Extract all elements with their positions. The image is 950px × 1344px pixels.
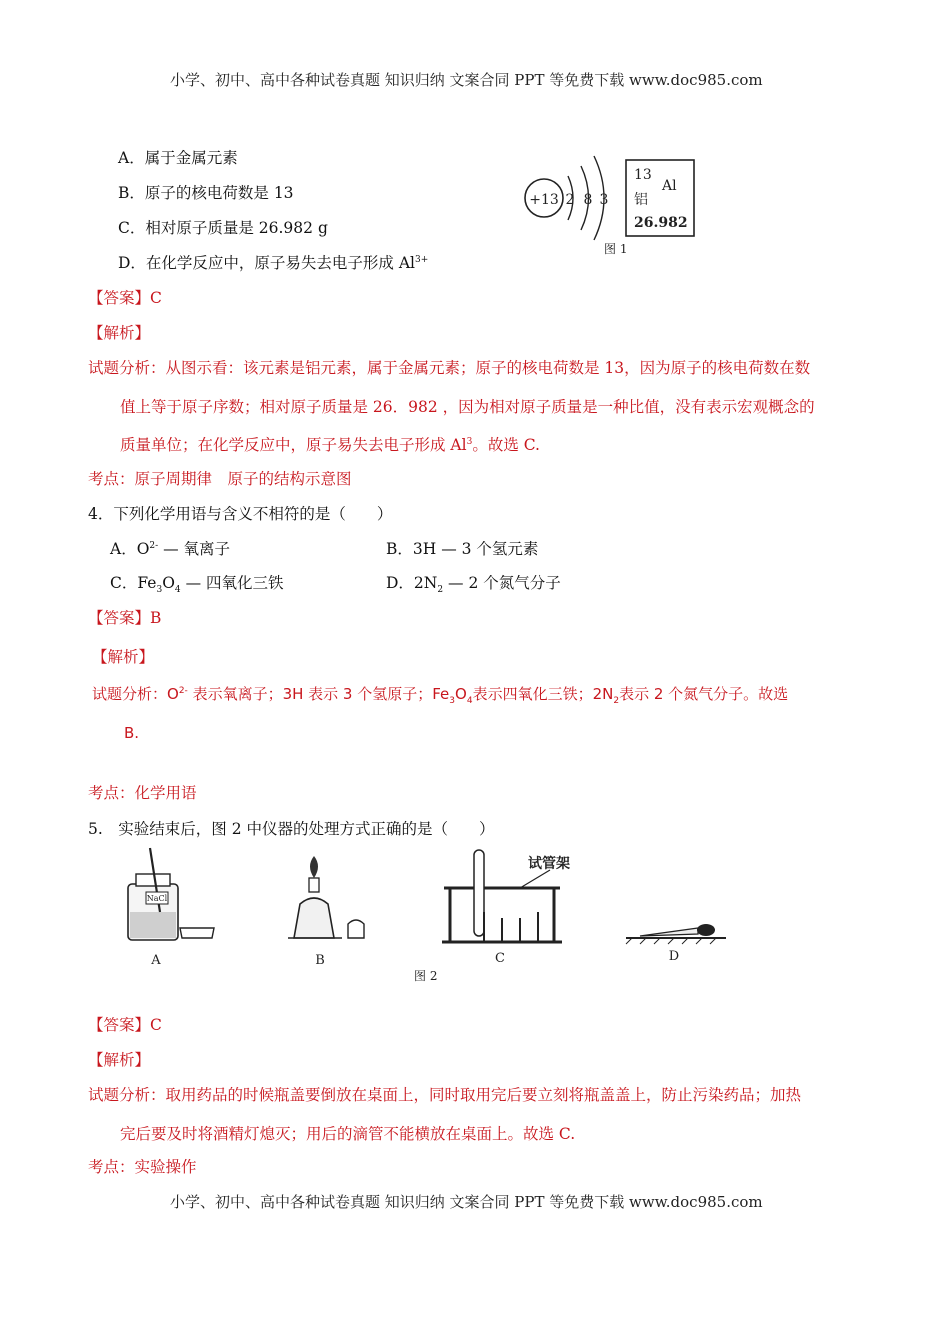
q4-option-c-sub2: 4 [174, 585, 181, 596]
q3-option-a: A．属于金属元素 [118, 149, 238, 167]
label-a: A [151, 953, 161, 968]
q3-option-d-charge: 3+ [415, 254, 429, 265]
q4-analysis-p1: 试题分析：O [92, 685, 179, 703]
label-d: D [668, 949, 680, 964]
lamp-body [294, 898, 334, 938]
q3-analysis-label: 【解析】 [88, 324, 151, 342]
label-b: B [315, 953, 325, 968]
lamp-cap [348, 920, 364, 938]
q4-kaodian: 考点：化学用语 [88, 784, 197, 802]
atomic-number: 13 [634, 167, 652, 183]
q3-analysis-line-2: 值上等于原子序数；相对原子质量是 26．982 ，因为相对原子质量是一种比值，没有表示宏观概念的 [120, 398, 815, 416]
q4-option-a-pre: A．O [110, 540, 150, 558]
q3-analysis-line-3-end: 。故选 C. [472, 436, 540, 454]
electron-shell-1-count: 2 [565, 192, 575, 208]
q4-analysis-p3: 表示四氧化三铁；2N [472, 685, 614, 703]
q4-analysis-p2: 表示氧离子；3H 表示 3 个氢原子；Fe [187, 685, 450, 703]
bottle-neck [136, 874, 170, 886]
q5-kaodian: 考点：实验操作 [88, 1158, 197, 1176]
q4-option-b: B．3H — 3 个氢元素 [386, 540, 539, 558]
q3-analysis-line-1: 试题分析：从图示看：该元素是铝元素，属于金属元素；原子的核电荷数是 13，因为原子的核电荷数在数 [88, 359, 811, 377]
q3-option-d [118, 251, 428, 273]
element-symbol: Al [662, 178, 677, 194]
lamp-flame [310, 856, 318, 878]
q4-option-a [110, 537, 230, 559]
q4-option-c-mid: O [162, 574, 175, 592]
q4-option-d [386, 571, 561, 595]
q4-option-d-post: — 2 个氮气分子 [443, 574, 561, 592]
q4-analysis-p2-mid: O [455, 685, 467, 703]
q4-analysis-line-2: B. [124, 724, 140, 742]
label-c: C [495, 951, 505, 966]
electron-shell-2-count: 8 [583, 192, 593, 208]
q3-analysis-line-3-sup: 3 [466, 436, 473, 447]
q5-analysis-line-1: 试题分析：取用药品的时候瓶盖要倒放在桌面上，同时取用完后要立刻将瓶盖盖上，防止污染药品；加热 [88, 1086, 802, 1104]
page-header: 小学、初中、高中各种试卷真题 知识归纳 文案合同 PPT 等免费下载 www.doc985.com [170, 71, 763, 89]
q4-option-a-post: — 氧离子 [158, 540, 231, 558]
q4-option-c-pre: C．Fe [110, 574, 157, 592]
figure-2-caption: 图 2 [414, 969, 438, 983]
q3-analysis-line-3-text: 质量单位；在化学反应中，原子易失去电子形成 Al [120, 436, 467, 454]
q3-option-c: C．相对原子质量是 26.982 g [118, 219, 328, 237]
q4-analysis-label: 【解析】 [92, 648, 155, 666]
dropper-tube [640, 928, 698, 936]
rack-label-leader [520, 870, 550, 888]
q3-analysis-line-3 [120, 433, 540, 455]
q5-stem: 5. 实验结束后，图 2 中仪器的处理方式正确的是（ ） [88, 820, 495, 838]
q3-option-d-text: D．在化学反应中，原子易失去电子形成 Al [118, 254, 416, 272]
q4-analysis-line-1 [92, 683, 788, 706]
instrument-c-test-tube-rack [442, 850, 570, 966]
nucleus-charge: +13 [529, 192, 559, 208]
lamp-wick-holder [309, 878, 319, 892]
dropper-bulb [697, 924, 715, 936]
q4-analysis-p4: 表示 2 个氮气分子。故选 [619, 685, 789, 703]
q4-option-c-sub1: 3 [156, 585, 163, 596]
q4-answer: 【答案】B [88, 609, 162, 627]
rack-label: 试管架 [528, 856, 570, 872]
atomic-mass: 26.982 [634, 215, 688, 231]
instrument-b-alcohol-lamp [288, 856, 364, 968]
q4-analysis-p3-sub: 2 [613, 696, 620, 706]
electron-shell-3-count: 3 [599, 192, 609, 208]
q4-stem: 4．下列化学用语与含义不相符的是（ ） [88, 505, 393, 523]
q4-analysis-p2-sub2: 4 [466, 696, 473, 706]
q5-analysis-line-2: 完后要及时将酒精灯熄灭；用后的滴管不能横放在桌面上。故选 C. [120, 1125, 576, 1143]
q3-answer: 【答案】C [88, 289, 162, 307]
test-tube-upright [474, 850, 484, 936]
element-name: 铝 [634, 192, 648, 208]
q4-option-d-sub: 2 [437, 585, 444, 596]
bottle-label: NaCl [146, 894, 168, 903]
q4-option-c [110, 571, 284, 595]
q4-option-a-sup: 2- [149, 540, 159, 551]
q3-option-b: B．原子的核电荷数是 13 [118, 184, 294, 202]
q5-answer: 【答案】C [88, 1016, 162, 1034]
q4-analysis-p2-sub1: 3 [449, 696, 456, 706]
instrument-d-dropper [626, 924, 726, 964]
bottle-contents [130, 912, 176, 938]
q3-kaodian: 考点：原子周期律 原子的结构示意图 [88, 470, 352, 488]
figure-2-lab-instruments [110, 842, 750, 992]
figure-1-aluminum-atom [518, 150, 708, 265]
instrument-a-reagent-bottle [128, 848, 214, 968]
bottle-stopper [180, 928, 214, 938]
q4-option-c-post: — 四氧化三铁 [180, 574, 284, 592]
figure-1-caption: 图 1 [604, 242, 628, 256]
q4-analysis-p1-sup: 2- [178, 686, 188, 696]
page-footer: 小学、初中、高中各种试卷真题 知识归纳 文案合同 PPT 等免费下载 www.doc985.com [170, 1193, 763, 1211]
q4-option-d-pre: D．2N [386, 574, 438, 592]
q5-analysis-label: 【解析】 [88, 1051, 151, 1069]
